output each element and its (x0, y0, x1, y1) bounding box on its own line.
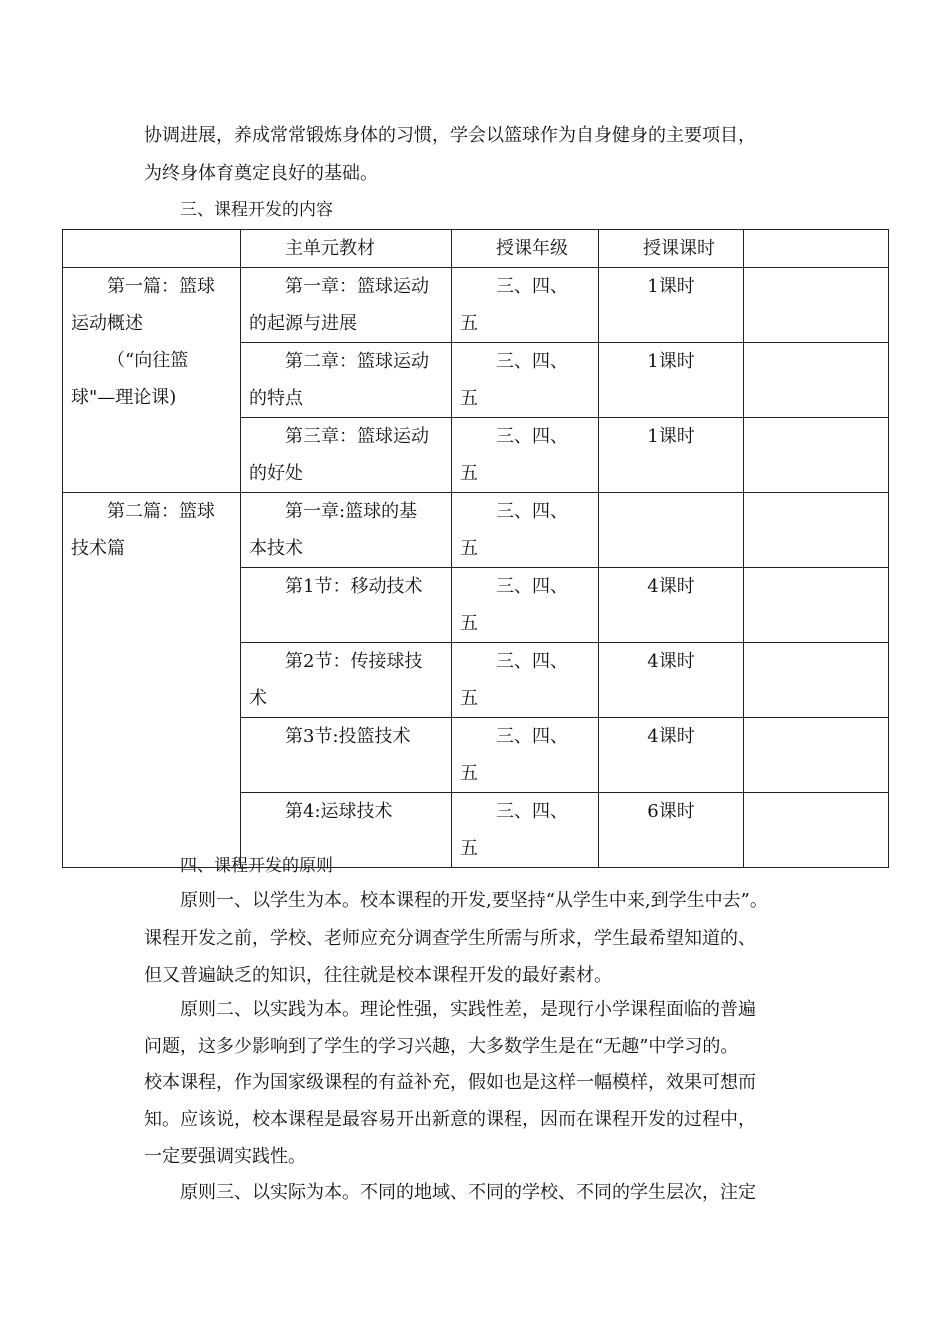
blank-cell (744, 718, 889, 793)
part-2-cell: 第二篇：篮球 技术篇 (63, 493, 241, 868)
blank-cell (744, 793, 889, 868)
hours-cell: 4课时 (599, 718, 744, 793)
table-row (63, 268, 889, 343)
unit-cell: 第1节：移动技术 (241, 568, 452, 643)
hours-cell: 1课时 (599, 343, 744, 418)
unit-cell: 第一章:篮球的基 本技术 (241, 493, 452, 568)
principle-2-line-1: 原则二、以实践为本。理论性强，实践性差，是现行小学课程面临的普遍 (180, 999, 756, 1020)
header-cell-empty (63, 230, 241, 268)
table-row (63, 493, 889, 568)
grade-cell: 三、四、 五 (452, 268, 599, 343)
blank-cell (744, 268, 889, 343)
section-heading-principles: 四、课程开发的原则 (180, 856, 333, 876)
unit-cell: 第3节:投篮技术 (241, 718, 452, 793)
blank-cell (744, 418, 889, 493)
unit-cell: 第一章：篮球运动 的起源与进展 (241, 268, 452, 343)
blank-cell (744, 493, 889, 568)
unit-cell: 第4:运球技术 (241, 793, 452, 868)
grade-cell: 三、四、 五 (452, 643, 599, 718)
principle-2-line-3: 校本课程，作为国家级课程的有益补充，假如也是这样一幅模样，效果可想而 (144, 1072, 756, 1093)
intro-line-2: 为终身体育奠定良好的基础。 (144, 163, 378, 184)
grade-cell: 三、四、 五 (452, 493, 599, 568)
hours-cell: 1课时 (599, 268, 744, 343)
unit-cell: 第三章：篮球运动 的好处 (241, 418, 452, 493)
part-1-cell: 第一篇：篮球 运动概述 （“向往篮 球"—理论课) (63, 268, 241, 493)
principle-2-line-5: 一定要强调实践性。 (144, 1146, 306, 1167)
curriculum-table (62, 229, 889, 868)
hours-cell: 4课时 (599, 643, 744, 718)
hours-cell: 4课时 (599, 568, 744, 643)
principle-2-line-4: 知。应该说，校本课程是最容易开出新意的课程，因而在课程开发的过程中， (144, 1109, 756, 1130)
unit-cell: 第2节：传接球技 术 (241, 643, 452, 718)
blank-cell (744, 643, 889, 718)
grade-cell: 三、四、 五 (452, 343, 599, 418)
blank-cell (744, 343, 889, 418)
grade-cell: 三、四、 五 (452, 793, 599, 868)
blank-cell (744, 568, 889, 643)
principle-1-line-3: 但又普遍缺乏的知识，往往就是校本课程开发的最好素材。 (144, 965, 612, 986)
header-cell-hours: 授课课时 (599, 230, 744, 268)
principle-3-line-1: 原则三、以实际为本。不同的地域、不同的学校、不同的学生层次，注定 (180, 1182, 756, 1203)
unit-cell: 第二章：篮球运动 的特点 (241, 343, 452, 418)
header-cell-grade: 授课年级 (452, 230, 599, 268)
principle-2-line-2: 问题，这多少影响到了学生的学习兴趣，大多数学生是在“无趣”中学习的。 (144, 1036, 739, 1057)
table-header-row (63, 230, 889, 268)
header-cell-blank (744, 230, 889, 268)
principle-1-line-1: 原则一、以学生为本。校本课程的开发,要坚持“从学生中来,到学生中去”。 (180, 890, 768, 911)
principle-1-line-2: 课程开发之前，学校、老师应充分调查学生所需与所求，学生最希望知道的、 (144, 928, 756, 949)
hours-cell (599, 493, 744, 568)
intro-line-1: 协调进展，养成常常锻炼身体的习惯，学会以篮球作为自身健身的主要项目， (144, 125, 756, 146)
grade-cell: 三、四、 五 (452, 568, 599, 643)
hours-cell: 1课时 (599, 418, 744, 493)
section-heading-content: 三、课程开发的内容 (180, 200, 333, 220)
grade-cell: 三、四、 五 (452, 718, 599, 793)
hours-cell: 6课时 (599, 793, 744, 868)
grade-cell: 三、四、 五 (452, 418, 599, 493)
header-cell-unit: 主单元教材 (241, 230, 452, 268)
